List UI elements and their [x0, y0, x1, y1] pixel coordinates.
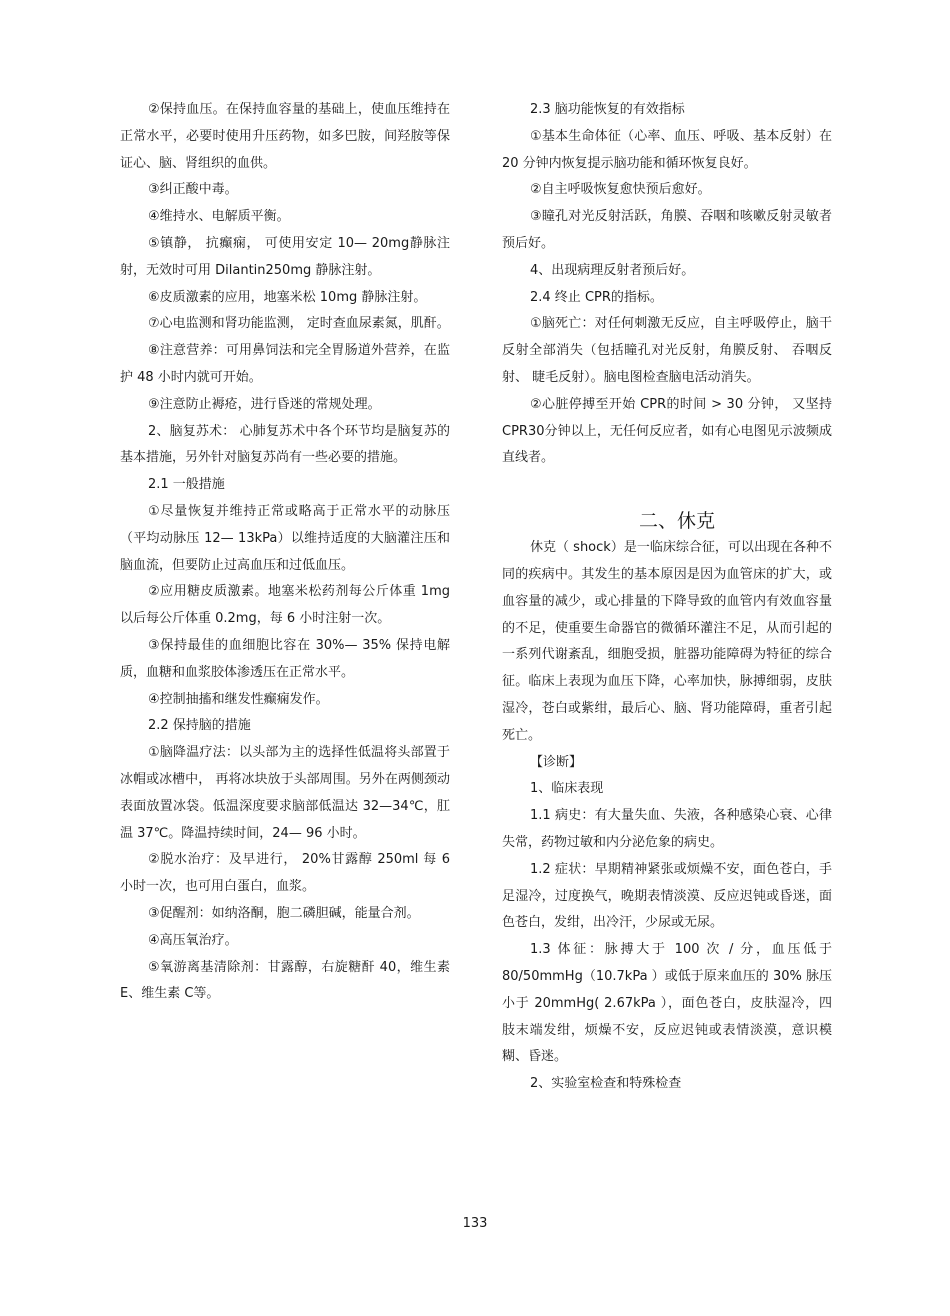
subsection-heading: 2.2 保持脑的措施: [148, 718, 251, 734]
paragraph: 4、出现病理反射者预后好。: [530, 262, 695, 278]
paragraph: ⑧注意营养：可用鼻饲法和完全胃肠道外营养，在监护 48 小时内就可开始。: [120, 343, 450, 385]
paragraph: ⑤氧游离基清除剂：甘露醇，右旋糖酐 40，维生素 E、维生素 C等。: [120, 959, 450, 1002]
paragraph: ③瞳孔对光反射活跃，角膜、吞咽和咳嗽反射灵敏者预后好。: [502, 209, 832, 251]
paragraph: 2、脑复苏术： 心肺复苏术中各个环节均是脑复苏的基本措施，另外针对脑复苏尚有一些必要的措施。: [120, 423, 450, 466]
subsection-heading: 2.4 终止 CPR的指标。: [530, 289, 663, 305]
paragraph: ②心脏停搏至开始 CPR的时间 > 30 分钟， 又坚持 CPR30分钟以上，无任何反应者，如有心电图见示波频成直线者。: [502, 396, 832, 466]
paragraph: 休克（ shock）是一临床综合征，可以出现在各种不同的疾病中。其发生的基本原因是因为血管床的扩大，或血容量的减少，或心排量的下降导致的血管内有效血容量的不足，使重要生命器官的微循环灌注不足，从而引起的一系列代谢紊乱，细胞受损，脏器功能障碍为特征的综合征。临床上表现为血压下降，心率加快，脉搏细弱，皮肤湿冷，苍白或紫绀，最后心、脑、肾功能障碍，重者引起死亡。: [502, 540, 832, 743]
subsection-heading: 2、实验室检查和特殊检查: [530, 1076, 682, 1092]
paragraph: ②脱水治疗：及早进行， 20%甘露醇 250ml 每 6 小时一次，也可用白蛋白，血浆。: [120, 852, 450, 895]
paragraph: ②自主呼吸恢复愈快预后愈好。: [530, 182, 711, 198]
paragraph: ②保持血压。在保持血容量的基础上，使血压维持在正常水平，必要时使用升压药物，如多巴胺，间羟胺等保证心、脑、肾组织的血供。: [120, 102, 450, 171]
paragraph: ①脑死亡：对任何刺激无反应，自主呼吸停止，脑干反射全部消失（包括瞳孔对光反射，角膜反射、 吞咽反射、 睫毛反射）。脑电图检查脑电活动消失。: [502, 316, 832, 385]
paragraph: ③保持最佳的血细胞比容在 30%— 35% 保持电解质，血糖和血浆胶体渗透压在正常水平。: [120, 637, 450, 680]
subsection-heading: 2.3 脑功能恢复的有效指标: [530, 102, 685, 117]
section-title: 二、休克: [638, 510, 715, 533]
paragraph: ③促醒剂：如纳洛酮，胞二磷胆碱，能量合剂。: [148, 905, 420, 921]
right-column: [502, 97, 832, 1098]
paragraph: ①脑降温疗法：以头部为主的选择性低温将头部置于冰帽或冰槽中， 再将冰块放于头部周围。另外在两侧颈动表面放置冰袋。低温深度要求脑部低温达 32—34℃，肛温 37℃。降温持续时间，24— 96 小时。: [120, 745, 450, 841]
page-number: 133: [462, 1216, 488, 1231]
left-column: [120, 97, 450, 1008]
paragraph: ⑦心电监测和肾功能监测， 定时查血尿素氮，肌酐。: [148, 316, 450, 332]
paragraph: ②应用糖皮质激素。地塞米松药剂每公斤体重 1mg 以后每公斤体重 0.2mg，每 6 小时注射一次。: [120, 584, 450, 627]
paragraph: ①尽量恢复并维持正常或略高于正常水平的动脉压（平均动脉压 12— 13kPa）以维持适度的大脑灌注压和脑血流，但要防止过高血压和过低血压。: [120, 503, 450, 573]
paragraph: 1.3 体征：脉搏大于 100 次 / 分，血压低于 80/50mmHg（10.7kPa ）或低于原来血压的 30% 脉压小于 20mmHg( 2.67kPa ），面色苍白，皮肤湿冷，四肢末端发绀，烦燥不安，反应迟钝或表情淡漠，意识模糊、昏迷。: [502, 942, 832, 1065]
paragraph: ③纠正酸中毒。: [148, 182, 238, 198]
paragraph: ④维持水、电解质平衡。: [148, 209, 290, 225]
paragraph: ⑤镇静， 抗癫痫， 可使用安定 10— 20mg静脉注射，无效时可用 Dilantin250mg 静脉注射。: [120, 235, 450, 278]
paragraph: ⑥皮质激素的应用，地塞米松 10mg 静脉注射。: [148, 289, 427, 305]
subsection-heading: 【诊断】: [530, 754, 583, 770]
paragraph: ⑨注意防止褥疮，进行昏迷的常规处理。: [148, 396, 381, 412]
paragraph: ④控制抽搐和继发性癫痫发作。: [148, 691, 329, 707]
paragraph: 1.1 病史：有大量失血、失液，各种感染心衰、心律失常，药物过敏和内分泌危象的病史。: [502, 808, 832, 850]
subsection-heading: 1、临床表现: [530, 781, 604, 797]
subsection-heading: 2.1 一般措施: [148, 477, 225, 493]
paragraph: ④高压氧治疗。: [148, 932, 238, 948]
paragraph: ①基本生命体征（心率、血压、呼吸、基本反射）在 20 分钟内恢复提示脑功能和循环恢复良好。: [502, 128, 832, 171]
paragraph: 1.2 症状：早期精神紧张或烦燥不安，面色苍白，手足湿冷，过度换气，晚期表情淡漠、反应迟钝或昏迷，面色苍白，发绀，出冷汗，少尿或无尿。: [502, 861, 832, 931]
